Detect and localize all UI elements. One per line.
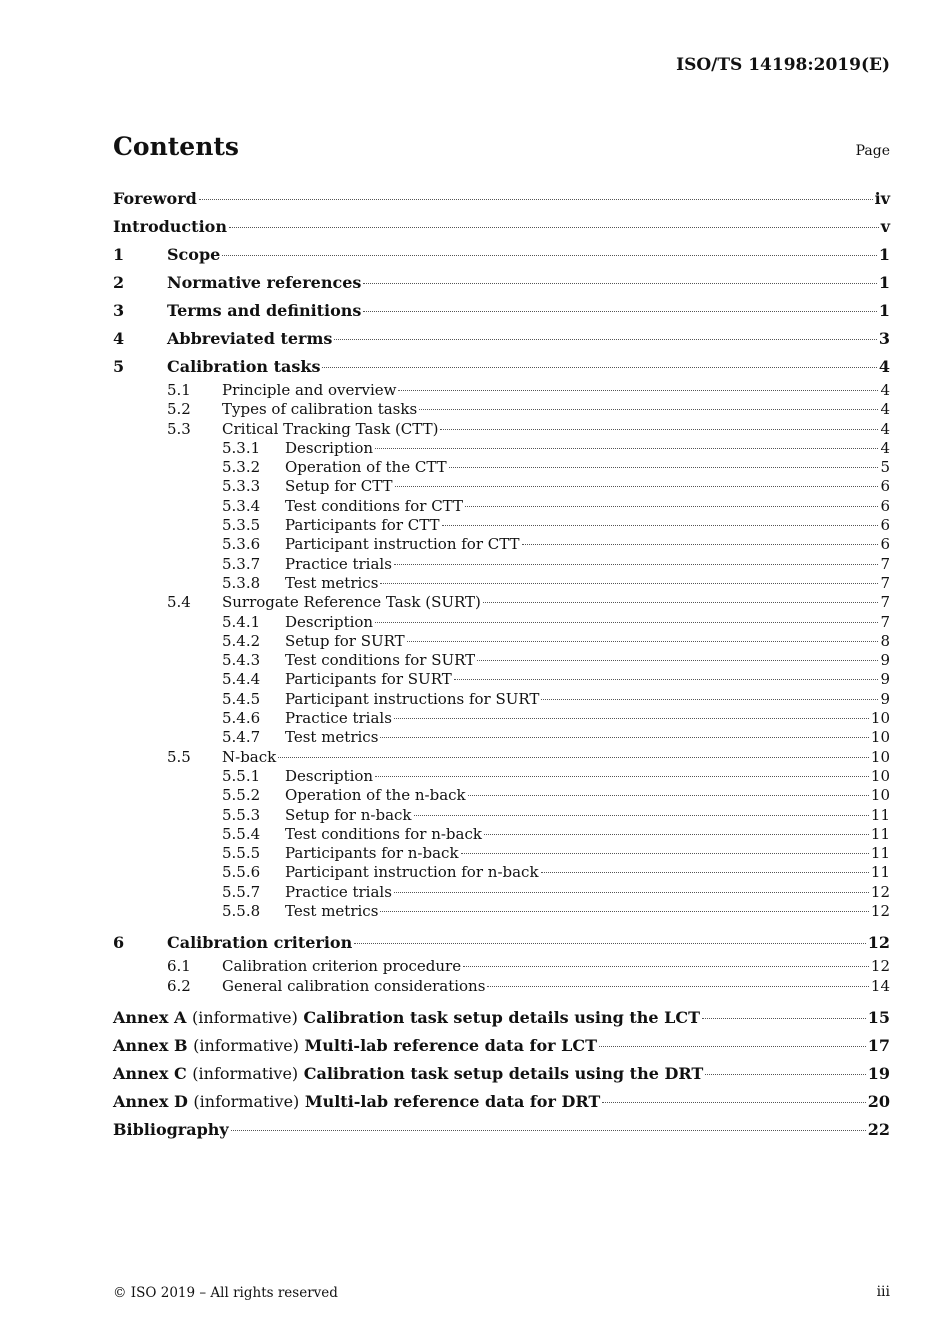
toc-entry-title: N-back bbox=[222, 747, 277, 766]
toc-entry-number: 5.3.5 bbox=[222, 516, 261, 535]
toc-entry-title: Calibration tasks bbox=[167, 357, 321, 376]
toc-entry[interactable] bbox=[113, 458, 890, 477]
toc-entry[interactable] bbox=[113, 957, 890, 976]
toc-dot-leader bbox=[483, 601, 879, 603]
toc-entry-number: 5.4 bbox=[167, 593, 191, 612]
toc-page-number: 1 bbox=[878, 245, 890, 264]
toc-entry[interactable] bbox=[113, 651, 890, 670]
toc-entry-title: Terms and definitions bbox=[167, 301, 362, 320]
toc-dot-leader bbox=[278, 756, 869, 758]
toc-entry[interactable] bbox=[113, 748, 890, 767]
page-column-label: Page bbox=[855, 143, 890, 159]
toc-dot-leader bbox=[375, 447, 878, 449]
toc-dot-leader bbox=[394, 891, 869, 893]
toc-page-number: 9 bbox=[880, 651, 890, 670]
toc-page-number: 3 bbox=[878, 329, 890, 348]
toc-entry-number: 5.4.5 bbox=[222, 689, 261, 708]
toc-entry[interactable] bbox=[113, 381, 890, 400]
toc-entry-title: Introduction bbox=[113, 217, 227, 236]
toc-dot-leader bbox=[705, 1073, 865, 1075]
toc-dot-leader bbox=[394, 717, 869, 719]
toc-page-number: 8 bbox=[880, 631, 890, 650]
toc-page-number: 6 bbox=[880, 535, 890, 554]
toc-entry-title: Participant instruction for CTT bbox=[285, 535, 520, 554]
toc-entry-title: Description bbox=[285, 766, 374, 785]
toc-dot-leader bbox=[468, 794, 869, 796]
toc-entry-title: Surrogate Reference Task (SURT) bbox=[222, 593, 481, 612]
toc-entry-number: 6.2 bbox=[167, 976, 191, 995]
toc-dot-leader bbox=[407, 640, 879, 642]
toc-entry[interactable] bbox=[113, 786, 890, 805]
toc-entry[interactable] bbox=[113, 516, 890, 535]
toc-entry[interactable] bbox=[113, 613, 890, 632]
toc-entry[interactable] bbox=[113, 353, 890, 381]
toc-entry-number: 5.4.1 bbox=[222, 612, 261, 631]
toc-entry-number: 5.2 bbox=[167, 400, 191, 419]
toc-entry[interactable] bbox=[113, 863, 890, 882]
toc-dot-leader bbox=[477, 659, 878, 661]
toc-entry[interactable] bbox=[113, 325, 890, 353]
toc-entry-title: Calibration criterion procedure bbox=[222, 957, 462, 976]
toc-entry-number: 5.3.6 bbox=[222, 535, 261, 554]
toc-annex-id: Annex C bbox=[113, 1063, 187, 1083]
toc-entry[interactable] bbox=[113, 977, 890, 996]
toc-page-number: 12 bbox=[867, 933, 890, 953]
toc-entry-title: General calibration considerations bbox=[222, 976, 486, 995]
toc-entry-title: Participants for n-back bbox=[285, 844, 459, 863]
toc-entry-title: Abbreviated terms bbox=[167, 329, 333, 348]
toc-entry-number: 5.5.7 bbox=[222, 882, 261, 901]
toc-entry-number: 2 bbox=[113, 273, 125, 292]
toc-dot-leader bbox=[487, 985, 868, 987]
toc-entry-number: 3 bbox=[113, 301, 125, 320]
toc-entry[interactable] bbox=[113, 1060, 890, 1088]
toc-page-number: 4 bbox=[880, 381, 890, 399]
toc-page-number: 10 bbox=[870, 747, 890, 766]
toc-entry[interactable] bbox=[113, 728, 890, 747]
toc-page-number: 14 bbox=[870, 976, 890, 995]
toc-entry[interactable] bbox=[113, 439, 890, 458]
toc-entry-title: Normative references bbox=[167, 273, 362, 292]
toc-page-number: 6 bbox=[880, 496, 890, 515]
toc-page-number: 1 bbox=[878, 301, 890, 320]
toc-page-number: 7 bbox=[880, 554, 890, 573]
toc-entry[interactable] bbox=[113, 1088, 890, 1116]
toc-dot-leader bbox=[380, 736, 869, 738]
toc-annex-id: Annex D bbox=[113, 1091, 188, 1111]
toc-page-number: 4 bbox=[880, 438, 890, 457]
toc-entry[interactable] bbox=[113, 1004, 890, 1032]
toc-entry-title: Test conditions for CTT bbox=[285, 496, 463, 515]
toc-entry-number: 6 bbox=[113, 933, 125, 953]
toc-entry[interactable] bbox=[113, 883, 890, 902]
copyright-footer: © ISO 2019 – All rights reserved bbox=[113, 1285, 338, 1301]
toc-page-number: 11 bbox=[870, 805, 890, 824]
table-of-contents bbox=[113, 185, 890, 1144]
toc-page-number: 10 bbox=[870, 709, 890, 728]
toc-entry-title: Calibration criterion bbox=[167, 933, 353, 953]
toc-entry-title: Foreword bbox=[113, 189, 197, 208]
toc-entry-number: 5 bbox=[113, 357, 125, 376]
toc-entry[interactable] bbox=[113, 690, 890, 709]
toc-entry[interactable] bbox=[113, 825, 890, 844]
toc-dot-leader bbox=[380, 582, 878, 584]
toc-entry-title: Participant instruction for n-back bbox=[285, 863, 539, 882]
toc-entry-title: Test metrics bbox=[285, 573, 379, 592]
toc-entry-number: 5.1 bbox=[167, 381, 191, 399]
toc-entry-title: Participants for CTT bbox=[285, 516, 440, 535]
toc-entry-number: 5.5.2 bbox=[222, 786, 261, 805]
toc-dot-leader bbox=[599, 1045, 866, 1047]
toc-entry[interactable] bbox=[113, 844, 890, 863]
toc-page-number: v bbox=[880, 217, 890, 236]
toc-entry-number: 5.5.3 bbox=[222, 805, 261, 824]
toc-entry-title: Practice trials bbox=[285, 882, 392, 901]
toc-entry-title: Test metrics bbox=[285, 902, 379, 921]
toc-entry-number: 5.5.8 bbox=[222, 902, 261, 921]
toc-page-number: 7 bbox=[880, 573, 890, 592]
toc-entry-number: 5.4.4 bbox=[222, 670, 261, 689]
toc-entry-number: 6.1 bbox=[167, 957, 191, 976]
toc-dot-leader bbox=[199, 198, 873, 200]
toc-entry[interactable] bbox=[113, 420, 890, 439]
page-title: Contents bbox=[113, 132, 240, 161]
toc-entry-title: Test conditions for SURT bbox=[285, 651, 476, 670]
toc-entry-number: 5.5.5 bbox=[222, 844, 261, 863]
toc-entry-number: 5.4.6 bbox=[222, 709, 261, 728]
toc-page-number: 10 bbox=[870, 786, 890, 805]
toc-entry[interactable] bbox=[113, 767, 890, 786]
toc-entry-title: Practice trials bbox=[285, 554, 392, 573]
toc-spacer bbox=[113, 996, 890, 1004]
toc-entry[interactable] bbox=[113, 535, 890, 554]
toc-entry[interactable] bbox=[113, 213, 890, 241]
toc-dot-leader bbox=[449, 466, 879, 468]
toc-dot-leader bbox=[541, 871, 869, 873]
toc-dot-leader bbox=[222, 254, 877, 256]
toc-entry-number: 5.4.7 bbox=[222, 728, 261, 747]
toc-page-number: 12 bbox=[870, 902, 890, 921]
toc-page-number: 10 bbox=[870, 766, 890, 785]
toc-page-number: 6 bbox=[880, 477, 890, 496]
toc-dot-leader bbox=[484, 833, 869, 835]
toc-page-number: 22 bbox=[867, 1119, 890, 1139]
toc-dot-leader bbox=[440, 428, 878, 430]
toc-entry-number: 1 bbox=[113, 245, 125, 264]
toc-entry[interactable] bbox=[113, 1116, 890, 1144]
toc-dot-leader bbox=[380, 910, 869, 912]
toc-dot-leader bbox=[463, 965, 869, 967]
page-number: iii bbox=[876, 1284, 890, 1300]
toc-entry-number: 5.5.4 bbox=[222, 824, 261, 843]
toc-annex-type: (informative) bbox=[193, 1035, 299, 1055]
toc-entry[interactable] bbox=[113, 709, 890, 728]
toc-entry-title: Types of calibration tasks bbox=[222, 400, 418, 419]
toc-entry-number: 5.5 bbox=[167, 747, 191, 766]
toc-entry[interactable] bbox=[113, 269, 890, 297]
toc-entry[interactable] bbox=[113, 929, 890, 957]
toc-dot-leader bbox=[414, 814, 869, 816]
toc-entry[interactable] bbox=[113, 574, 890, 593]
toc-page-number: 11 bbox=[870, 824, 890, 843]
toc-dot-leader bbox=[395, 485, 879, 487]
toc-entry-title: Description bbox=[285, 612, 374, 631]
toc-entry[interactable] bbox=[113, 632, 890, 651]
toc-entry-title: Test metrics bbox=[285, 728, 379, 747]
toc-entry-title: Bibliography bbox=[113, 1119, 229, 1139]
toc-dot-leader bbox=[442, 524, 879, 526]
toc-dot-leader bbox=[465, 505, 878, 507]
toc-entry-number: 5.3.8 bbox=[222, 573, 261, 592]
toc-entry-title: Multi-lab reference data for DRT bbox=[304, 1091, 601, 1111]
toc-dot-leader bbox=[334, 338, 876, 340]
toc-dot-leader bbox=[363, 282, 876, 284]
toc-entry-number: 5.3.1 bbox=[222, 438, 261, 457]
toc-page-number: 7 bbox=[880, 593, 890, 612]
toc-annex-id: Annex A bbox=[113, 1007, 187, 1027]
toc-entry-number: 4 bbox=[113, 329, 125, 348]
toc-page-number: 7 bbox=[880, 612, 890, 631]
toc-page-number: 11 bbox=[870, 844, 890, 863]
toc-page-number: 9 bbox=[880, 670, 890, 689]
toc-page-number: 19 bbox=[867, 1063, 890, 1083]
toc-entry-title: Description bbox=[285, 438, 374, 457]
toc-entry-title: Multi-lab reference data for LCT bbox=[304, 1035, 597, 1055]
toc-entry-title: Participants for SURT bbox=[285, 670, 452, 689]
toc-entry-number: 5.5.6 bbox=[222, 863, 261, 882]
toc-entry-title: Setup for CTT bbox=[285, 477, 393, 496]
toc-page-number: 4 bbox=[878, 357, 890, 376]
toc-page-number: 5 bbox=[880, 458, 890, 477]
toc-entry-number: 5.5.1 bbox=[222, 766, 261, 785]
toc-entry[interactable] bbox=[113, 400, 890, 419]
toc-page-number: 12 bbox=[870, 882, 890, 901]
toc-entry-title: Operation of the CTT bbox=[285, 458, 447, 477]
toc-entry[interactable] bbox=[113, 497, 890, 516]
toc-entry-title: Test conditions for n-back bbox=[285, 824, 482, 843]
toc-page-number: 6 bbox=[880, 516, 890, 535]
toc-entry[interactable] bbox=[113, 1032, 890, 1060]
toc-entry[interactable] bbox=[113, 902, 890, 921]
toc-page-number: 4 bbox=[880, 419, 890, 438]
toc-dot-leader bbox=[454, 678, 879, 680]
toc-entry-title: Critical Tracking Task (CTT) bbox=[222, 419, 439, 438]
toc-page-number: 1 bbox=[878, 273, 890, 292]
toc-entry-title: Practice trials bbox=[285, 709, 392, 728]
toc-page-number: 20 bbox=[867, 1091, 890, 1111]
toc-dot-leader bbox=[231, 1129, 866, 1131]
toc-page-number: 9 bbox=[880, 689, 890, 708]
document-id: ISO/TS 14198:2019(E) bbox=[676, 55, 890, 75]
toc-dot-leader bbox=[375, 775, 869, 777]
toc-entry-number: 5.3.7 bbox=[222, 554, 261, 573]
toc-entry[interactable] bbox=[113, 806, 890, 825]
toc-spacer bbox=[113, 921, 890, 929]
toc-page-number: 11 bbox=[870, 863, 890, 882]
toc-dot-leader bbox=[394, 563, 879, 565]
toc-annex-type: (informative) bbox=[193, 1091, 300, 1111]
toc-entry-number: 5.3 bbox=[167, 419, 191, 438]
toc-entry[interactable] bbox=[113, 670, 890, 689]
toc-dot-leader bbox=[398, 389, 878, 391]
toc-entry[interactable] bbox=[113, 185, 890, 213]
toc-dot-leader bbox=[602, 1101, 865, 1103]
toc-entry-number: 5.3.2 bbox=[222, 458, 261, 477]
toc-entry-title: Calibration task setup details using the DRT bbox=[303, 1063, 704, 1083]
toc-page-number: 10 bbox=[870, 728, 890, 747]
toc-entry-number: 5.4.3 bbox=[222, 651, 261, 670]
toc-dot-leader bbox=[229, 226, 879, 228]
toc-entry-title: Principle and overview bbox=[222, 381, 397, 399]
toc-page-number: 17 bbox=[867, 1035, 890, 1055]
toc-annex-type: (informative) bbox=[191, 1007, 298, 1027]
toc-entry[interactable] bbox=[113, 477, 890, 496]
toc-entry-title: Operation of the n-back bbox=[285, 786, 466, 805]
toc-entry[interactable] bbox=[113, 241, 890, 269]
toc-dot-leader bbox=[375, 621, 878, 623]
toc-entry-title: Setup for n-back bbox=[285, 805, 412, 824]
toc-page-number: 15 bbox=[867, 1007, 890, 1027]
toc-entry[interactable] bbox=[113, 297, 890, 325]
toc-entry-number: 5.4.2 bbox=[222, 631, 261, 650]
toc-annex-type: (informative) bbox=[192, 1063, 299, 1083]
toc-page-number: iv bbox=[874, 189, 890, 208]
toc-dot-leader bbox=[522, 543, 879, 545]
toc-dot-leader bbox=[354, 942, 866, 944]
toc-page-number: 12 bbox=[870, 957, 890, 976]
toc-entry-title: Participant instructions for SURT bbox=[285, 689, 540, 708]
toc-page-number: 4 bbox=[880, 400, 890, 419]
toc-entry-title: Calibration task setup details using the LCT bbox=[303, 1007, 701, 1027]
toc-dot-leader bbox=[363, 310, 876, 312]
toc-entry-number: 5.3.4 bbox=[222, 496, 261, 515]
toc-dot-leader bbox=[322, 366, 876, 368]
toc-dot-leader bbox=[461, 852, 869, 854]
toc-entry-title: Scope bbox=[167, 245, 221, 264]
toc-dot-leader bbox=[541, 698, 878, 700]
toc-annex-id: Annex B bbox=[113, 1035, 188, 1055]
toc-dot-leader bbox=[419, 408, 878, 410]
toc-entry-title: Setup for SURT bbox=[285, 631, 405, 650]
toc-entry-number: 5.3.3 bbox=[222, 477, 261, 496]
toc-entry[interactable] bbox=[113, 555, 890, 574]
toc-entry[interactable] bbox=[113, 593, 890, 612]
toc-dot-leader bbox=[702, 1017, 866, 1019]
